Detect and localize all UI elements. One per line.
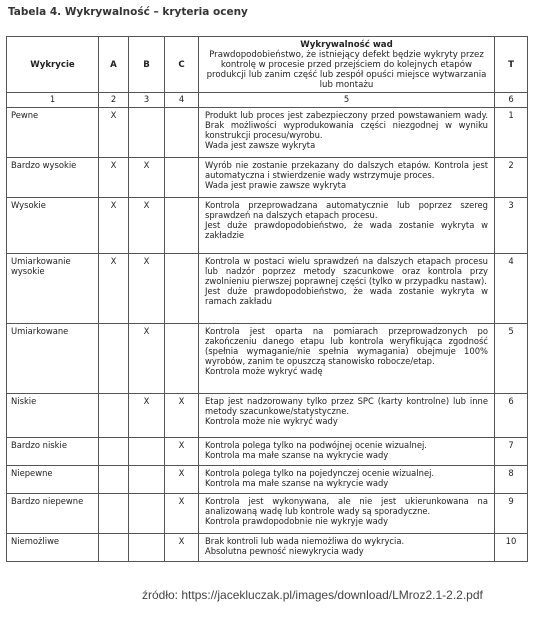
description-line: Kontrola prawdopodobnie nie wykryje wady [205, 516, 389, 526]
header-detectability-title: Wykrywalność wad [300, 40, 393, 50]
description-cell [199, 324, 495, 394]
table-row [7, 438, 528, 466]
mark-b-cell: X [129, 198, 165, 254]
description-line: Wyrób nie zostanie przekazany do dalszych etapów. Kontrola jest automatyczna i stwierdzenie wady wstrzymuje proces. [205, 160, 488, 180]
description-line: Kontrola jest wykonywana, ale nie jest ukierunkowana na analizowaną wadę lub kontrole wady są sporadyczne. [205, 496, 488, 516]
detection-level-cell: Wysokie [7, 198, 99, 254]
table-caption: Tabela 4. Wykrywalność – kryteria oceny [8, 6, 248, 18]
detection-level-cell: Bardzo niepewne [7, 494, 99, 534]
header-detection: Wykrycie [7, 37, 99, 93]
mark-c-cell: X [165, 466, 199, 494]
table-row [7, 534, 528, 562]
mark-c-cell: X [165, 494, 199, 534]
description-cell [199, 108, 495, 158]
table-row [7, 254, 528, 324]
detection-level-cell: Bardzo wysokie [7, 158, 99, 198]
mark-b-cell [129, 494, 165, 534]
mark-b-cell [129, 438, 165, 466]
detectability-table [6, 36, 528, 562]
column-number: 5 [199, 93, 495, 108]
description-line: Wada jest prawie zawsze wykryta [205, 180, 347, 190]
table-row [7, 494, 528, 534]
mark-c-cell [165, 108, 199, 158]
table-row [7, 158, 528, 198]
table-row [7, 466, 528, 494]
description-cell [199, 534, 495, 562]
description-line: Jest duże prawdopodobieństwo, że wada zostanie wykryta w ramach zakładu [205, 286, 488, 306]
description-line: Kontrola w postaci wielu sprawdzeń na dalszych etapach procesu lub nadzór poprzez metody szacunkowe oraz kontrola przy zwolnieniu pierwszej poprawnej części (tylko w przypadku nastaw). [205, 256, 488, 286]
mark-a-cell [99, 394, 129, 438]
column-number: 1 [7, 93, 99, 108]
mark-a-cell [99, 324, 129, 394]
header-a: A [99, 37, 129, 93]
description-line: Kontrola może nie wykryć wady [205, 416, 338, 426]
header-detectability-subtitle: Prawdopodobieństwo, że istniejący defekt będzie wykryty przez kontrolę w procesie przed przejściem do kolejnych etapów produkcji lub zanim część lub zespół opuści miejsce wytwarzania lub montażu [206, 50, 487, 90]
rating-cell: 3 [495, 198, 528, 254]
description-cell [199, 254, 495, 324]
detection-level-cell: Niskie [7, 394, 99, 438]
description-line: Brak kontroli lub wada niemożliwa do wykrycia. [205, 536, 405, 546]
mark-b-cell [129, 108, 165, 158]
mark-a-cell [99, 494, 129, 534]
description-line: Kontrola polega tylko na podwójnej ocenie wizualnej. [205, 440, 427, 450]
description-line: Absolutna pewność niewykrycia wady [205, 546, 364, 556]
detection-level-cell: Umiarkowane [7, 324, 99, 394]
rating-cell: 4 [495, 254, 528, 324]
rating-cell: 9 [495, 494, 528, 534]
mark-a-cell: X [99, 108, 129, 158]
description-line: Kontrola polega tylko na pojedynczej ocenie wizualnej. [205, 468, 435, 478]
mark-a-cell [99, 466, 129, 494]
description-line: Jest duże prawdopodobieństwo, że wada zostanie wykryta w zakładzie [205, 220, 488, 240]
mark-b-cell: X [129, 324, 165, 394]
rating-cell: 10 [495, 534, 528, 562]
mark-c-cell [165, 324, 199, 394]
description-line: Kontrola ma małe szanse na wykrycie wady [205, 450, 389, 460]
table-row [7, 324, 528, 394]
column-number: 6 [495, 93, 528, 108]
detection-level-cell: Niepewne [7, 466, 99, 494]
mark-a-cell [99, 534, 129, 562]
header-row [7, 37, 528, 93]
description-line: Kontrola jest oparta na pomiarach przeprowadzonych po zakończeniu danego etapu lub kontrola weryfikująca zgodność (spełnia wymaganie/nie spełnia wymagania) obejmuje 100% wyrobów, zanim te opuszczą stanowisko robocze/etap. [205, 326, 488, 366]
rating-cell: 8 [495, 466, 528, 494]
table-row [7, 198, 528, 254]
mark-c-cell: X [165, 438, 199, 466]
table-row [7, 394, 528, 438]
mark-b-cell: X [129, 394, 165, 438]
detection-level-cell: Umiarkowanie wysokie [7, 254, 99, 324]
mark-b-cell: X [129, 254, 165, 324]
rating-cell: 5 [495, 324, 528, 394]
mark-c-cell [165, 254, 199, 324]
source-note: źródło: https://jacekluczak.pl/images/download/LMroz2.1-2.2.pdf [142, 588, 483, 602]
header-detectability [199, 37, 495, 93]
mark-a-cell: X [99, 254, 129, 324]
mark-b-cell [129, 534, 165, 562]
mark-a-cell: X [99, 158, 129, 198]
description-line: Kontrola ma małe szanse na wykrycie wady [205, 478, 389, 488]
mark-c-cell [165, 158, 199, 198]
column-number: 4 [165, 93, 199, 108]
description-line: Kontrola może wykryć wadę [205, 366, 323, 376]
column-number: 3 [129, 93, 165, 108]
mark-a-cell: X [99, 198, 129, 254]
header-c: C [165, 37, 199, 93]
description-cell [199, 394, 495, 438]
detection-level-cell: Niemożliwe [7, 534, 99, 562]
mark-c-cell: X [165, 534, 199, 562]
column-numbers-row [7, 93, 528, 108]
mark-c-cell: X [165, 394, 199, 438]
description-line: Produkt lub proces jest zabezpieczony przed powstawaniem wady. Brak możliwości wyprodukowania części niezgodnej w wyniku konstrukcji procesu/wyrobu. [205, 110, 488, 140]
description-cell [199, 198, 495, 254]
rating-cell: 1 [495, 108, 528, 158]
mark-b-cell: X [129, 158, 165, 198]
description-line: Etap jest nadzorowany tylko przez SPC (karty kontrolne) lub inne metody szacunkowe/statystyczne. [205, 396, 488, 416]
description-line: Wada jest zawsze wykryta [205, 140, 316, 150]
detection-level-cell: Bardzo niskie [7, 438, 99, 466]
detection-level-cell: Pewne [7, 108, 99, 158]
description-cell [199, 438, 495, 466]
header-t: T [495, 37, 528, 93]
column-number: 2 [99, 93, 129, 108]
table-body [7, 108, 528, 562]
rating-cell: 2 [495, 158, 528, 198]
rating-cell: 7 [495, 438, 528, 466]
mark-a-cell [99, 438, 129, 466]
mark-c-cell [165, 198, 199, 254]
description-cell [199, 158, 495, 198]
table-row [7, 108, 528, 158]
description-cell [199, 466, 495, 494]
mark-b-cell [129, 466, 165, 494]
description-line: Kontrola przeprowadzana automatycznie lub poprzez szereg sprawdzeń na dalszych etapach procesu. [205, 200, 488, 220]
description-cell [199, 494, 495, 534]
rating-cell: 6 [495, 394, 528, 438]
header-b: B [129, 37, 165, 93]
